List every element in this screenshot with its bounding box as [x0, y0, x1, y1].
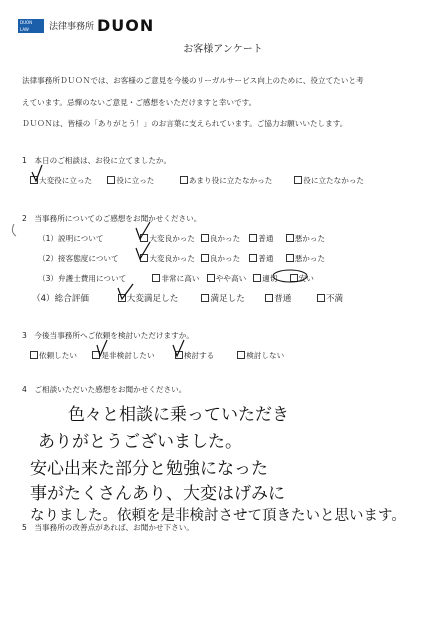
q1-option-1[interactable]: 大変役に立った — [30, 175, 105, 186]
q1-option-4[interactable]: 役に立たなかった — [294, 175, 364, 186]
q1-option-2[interactable]: 役に立った — [107, 175, 177, 186]
q2-row4-opt3[interactable]: 普通 — [265, 292, 314, 304]
q3-option-2[interactable]: 是非検討したい — [92, 350, 172, 361]
q1-option-3[interactable]: あまり役に立たなかった — [180, 175, 292, 186]
logo-mark: DUON LAW OFFICE — [18, 19, 44, 33]
q4-answer-line-5: なりました。依頼を是非検討させて頂きたいと思います。 — [30, 508, 406, 524]
q2-row3-opt4[interactable]: 安い — [290, 273, 314, 284]
brand-name: DUON — [97, 16, 155, 35]
q2-row1-opt3[interactable]: 普通 — [249, 233, 283, 244]
q2-row4-opt2[interactable]: 満足した — [201, 292, 262, 304]
q2-row2-opt3[interactable]: 普通 — [249, 253, 283, 264]
checkmark-q2-row4 — [118, 284, 133, 299]
q3-option-4[interactable]: 検討しない — [237, 350, 284, 361]
q2-row1-opt2[interactable]: 良かった — [201, 233, 247, 244]
q3-option-3[interactable]: 検討する — [175, 350, 235, 361]
q2-row2-opt4[interactable]: 悪かった — [286, 253, 325, 264]
checkmark-q2-row1 — [136, 222, 150, 239]
checkmark-q3-b — [173, 340, 184, 356]
q4-answer-line-3: 安心出来た部分と勉強になった — [30, 459, 268, 479]
q2-row2-opt1[interactable]: 大変良かった — [140, 253, 198, 264]
q2-row1-opt4[interactable]: 悪かった — [286, 233, 325, 244]
q2-row4-opt4[interactable]: 不満 — [317, 292, 343, 304]
checkmark-q1 — [32, 165, 42, 181]
q4-answer-line-2: ありがとうございました。 — [38, 432, 242, 452]
q4-question: 4 ご相談いただいた感想をお聞かせください。 — [22, 385, 187, 394]
q2-row-label: （1）説明について — [38, 234, 104, 243]
checkmark-q3-a — [97, 340, 107, 356]
q2-row3-opt3[interactable]: 適切 — [253, 273, 287, 284]
firm-name: 法律事務所 — [49, 22, 95, 32]
checkmark-q2-row2 — [136, 242, 150, 259]
q2-row-label: （3）弁護士費用について — [38, 274, 127, 283]
q3-option-1[interactable]: 依頼したい — [30, 350, 90, 361]
q2-row1-opt1[interactable]: 大変良かった — [140, 233, 198, 244]
q4-answer-line-4: 事がたくさんあり、大変はげみに — [30, 484, 285, 504]
q2-row-label: （2）接客態度について — [38, 254, 119, 263]
intro-line-2: えています。忌憚のないご意見・ご感想をいただけますと幸いです。 — [22, 98, 257, 107]
q1-question: 1 本日のご相談は、お役に立てましたか。 — [22, 156, 172, 165]
page-title: お客様アンケート — [183, 44, 263, 55]
intro-line-3: ＤＵＯＮは、皆様の「ありがとう！」のお言葉に支えられています。ご協力お願いいたします。 — [22, 119, 348, 128]
q2-row-label: （4）総合評価 — [32, 294, 90, 304]
q2-row2-opt2[interactable]: 良かった — [201, 253, 247, 264]
q2-row3-opt2[interactable]: やや高い — [207, 273, 251, 284]
q3-question: 3 今後当事務所へご依頼を検討いただけますか。 — [22, 331, 194, 340]
q2-row3-opt1[interactable]: 非常に高い — [152, 273, 204, 284]
circle-mark-q2-row3 — [273, 270, 307, 282]
stray-mark-left — [12, 224, 16, 236]
q2-question: 2 当事務所についてのご感想をお聞かせください。 — [22, 214, 202, 223]
intro-line-1: 法律事務所ＤＵＯＮでは、お客様のご意見を今後のリーガルサービス向上のために、役立てたいと考 — [22, 76, 364, 85]
q2-row4-opt1[interactable]: 大変満足した — [118, 292, 199, 304]
q5-question: 5 当事務所の改善点があれば、お聞かせ下さい。 — [22, 523, 194, 532]
q4-answer-line-1: 色々と相談に乗っていただき — [68, 405, 289, 425]
